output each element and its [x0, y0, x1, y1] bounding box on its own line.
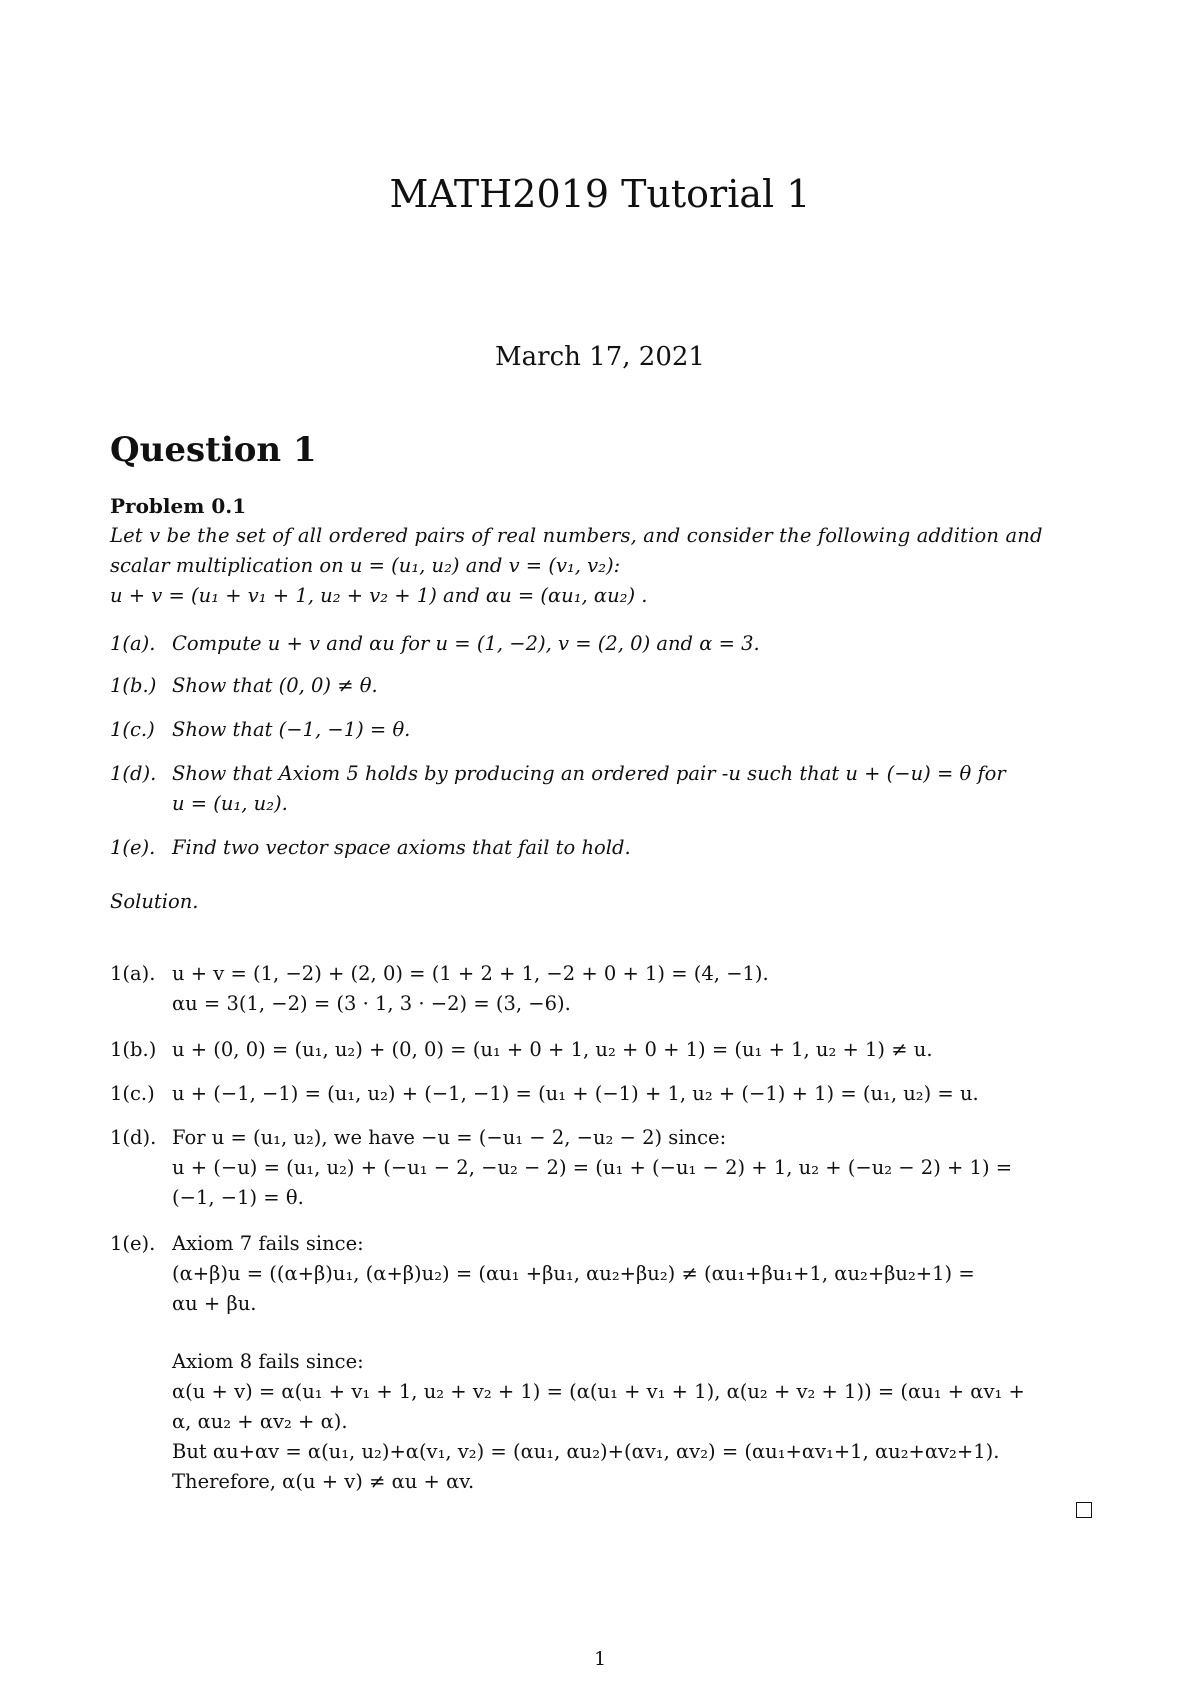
solution-line: Therefore, α(u + v) ≠ αu + αv.: [172, 1470, 475, 1493]
part-text: u = (u₁, u₂).: [172, 792, 288, 815]
solution-line: But αu+αv = α(u₁, u₂)+α(v₁, v₂) = (αu₁, αu₂)+(αv₁, αv₂) = (αu₁+αv₁+1, αu₂+αv₂+1).: [172, 1440, 1000, 1463]
part-text: Show that Axiom 5 holds by producing an ordered pair -u such that u + (−u) = θ for: [172, 762, 1006, 785]
qed-box-icon: [1076, 1502, 1092, 1518]
solution-part-label: 1(a).: [110, 962, 156, 985]
statement-line: Let v be the set of all ordered pairs of real numbers, and consider the following addition and: [110, 524, 1043, 547]
statement-line: scalar multiplication on u = (u₁, u₂) and v = (v₁, v₂):: [110, 554, 621, 577]
part-label: 1(d).: [110, 762, 157, 785]
solution-line: (α+β)u = ((α+β)u₁, (α+β)u₂) = (αu₁ +βu₁, αu₂+βu₂) ≠ (αu₁+βu₁+1, αu₂+βu₂+1) =: [172, 1262, 975, 1285]
statement-line: u + v = (u₁ + v₁ + 1, u₂ + v₂ + 1) and αu = (αu₁, αu₂) .: [110, 584, 648, 607]
document-date: March 17, 2021: [495, 342, 705, 372]
solution-line: Axiom 7 fails since:: [172, 1232, 364, 1255]
problem-heading: Problem 0.1: [110, 494, 247, 518]
solution-part-label: 1(b.): [110, 1038, 157, 1061]
solution-line: u + (0, 0) = (u₁, u₂) + (0, 0) = (u₁ + 0 + 1, u₂ + 0 + 1) = (u₁ + 1, u₂ + 1) ≠ u.: [172, 1038, 933, 1061]
solution-part-label: 1(d).: [110, 1126, 157, 1149]
page-number: 1: [593, 1648, 607, 1670]
part-text: Find two vector space axioms that fail to hold.: [172, 836, 631, 859]
solution-line: u + v = (1, −2) + (2, 0) = (1 + 2 + 1, −2 + 0 + 1) = (4, −1).: [172, 962, 769, 985]
solution-line: (−1, −1) = θ.: [172, 1186, 304, 1209]
part-text: Show that (0, 0) ≠ θ.: [172, 674, 378, 697]
part-text: Show that (−1, −1) = θ.: [172, 718, 411, 741]
part-label: 1(b.): [110, 674, 157, 697]
document-title: MATH2019 Tutorial 1: [389, 172, 811, 216]
solution-part-label: 1(e).: [110, 1232, 156, 1255]
question-heading: Question 1: [110, 430, 317, 470]
part-label: 1(e).: [110, 836, 156, 859]
solution-line: Axiom 8 fails since:: [172, 1350, 364, 1373]
solution-line: α(u + v) = α(u₁ + v₁ + 1, u₂ + v₂ + 1) = (α(u₁ + v₁ + 1), α(u₂ + v₂ + 1)) = (αu₁ + αv₁ +: [172, 1380, 1025, 1403]
solution-part-label: 1(c.): [110, 1082, 155, 1105]
solution-line: u + (−1, −1) = (u₁, u₂) + (−1, −1) = (u₁ + (−1) + 1, u₂ + (−1) + 1) = (u₁, u₂) = u.: [172, 1082, 979, 1105]
part-label: 1(c.): [110, 718, 155, 741]
part-label: 1(a).: [110, 632, 156, 655]
solution-label: Solution.: [110, 890, 199, 913]
solution-line: αu + βu.: [172, 1292, 257, 1315]
solution-line: α, αu₂ + αv₂ + α).: [172, 1410, 348, 1433]
part-text: Compute u + v and αu for u = (1, −2), v = (2, 0) and α = 3.: [172, 632, 760, 655]
solution-line: u + (−u) = (u₁, u₂) + (−u₁ − 2, −u₂ − 2) = (u₁ + (−u₁ − 2) + 1, u₂ + (−u₂ − 2) + 1) =: [172, 1156, 1013, 1179]
solution-line: For u = (u₁, u₂), we have −u = (−u₁ − 2, −u₂ − 2) since:: [172, 1126, 727, 1149]
solution-line: αu = 3(1, −2) = (3 · 1, 3 · −2) = (3, −6).: [172, 992, 571, 1015]
